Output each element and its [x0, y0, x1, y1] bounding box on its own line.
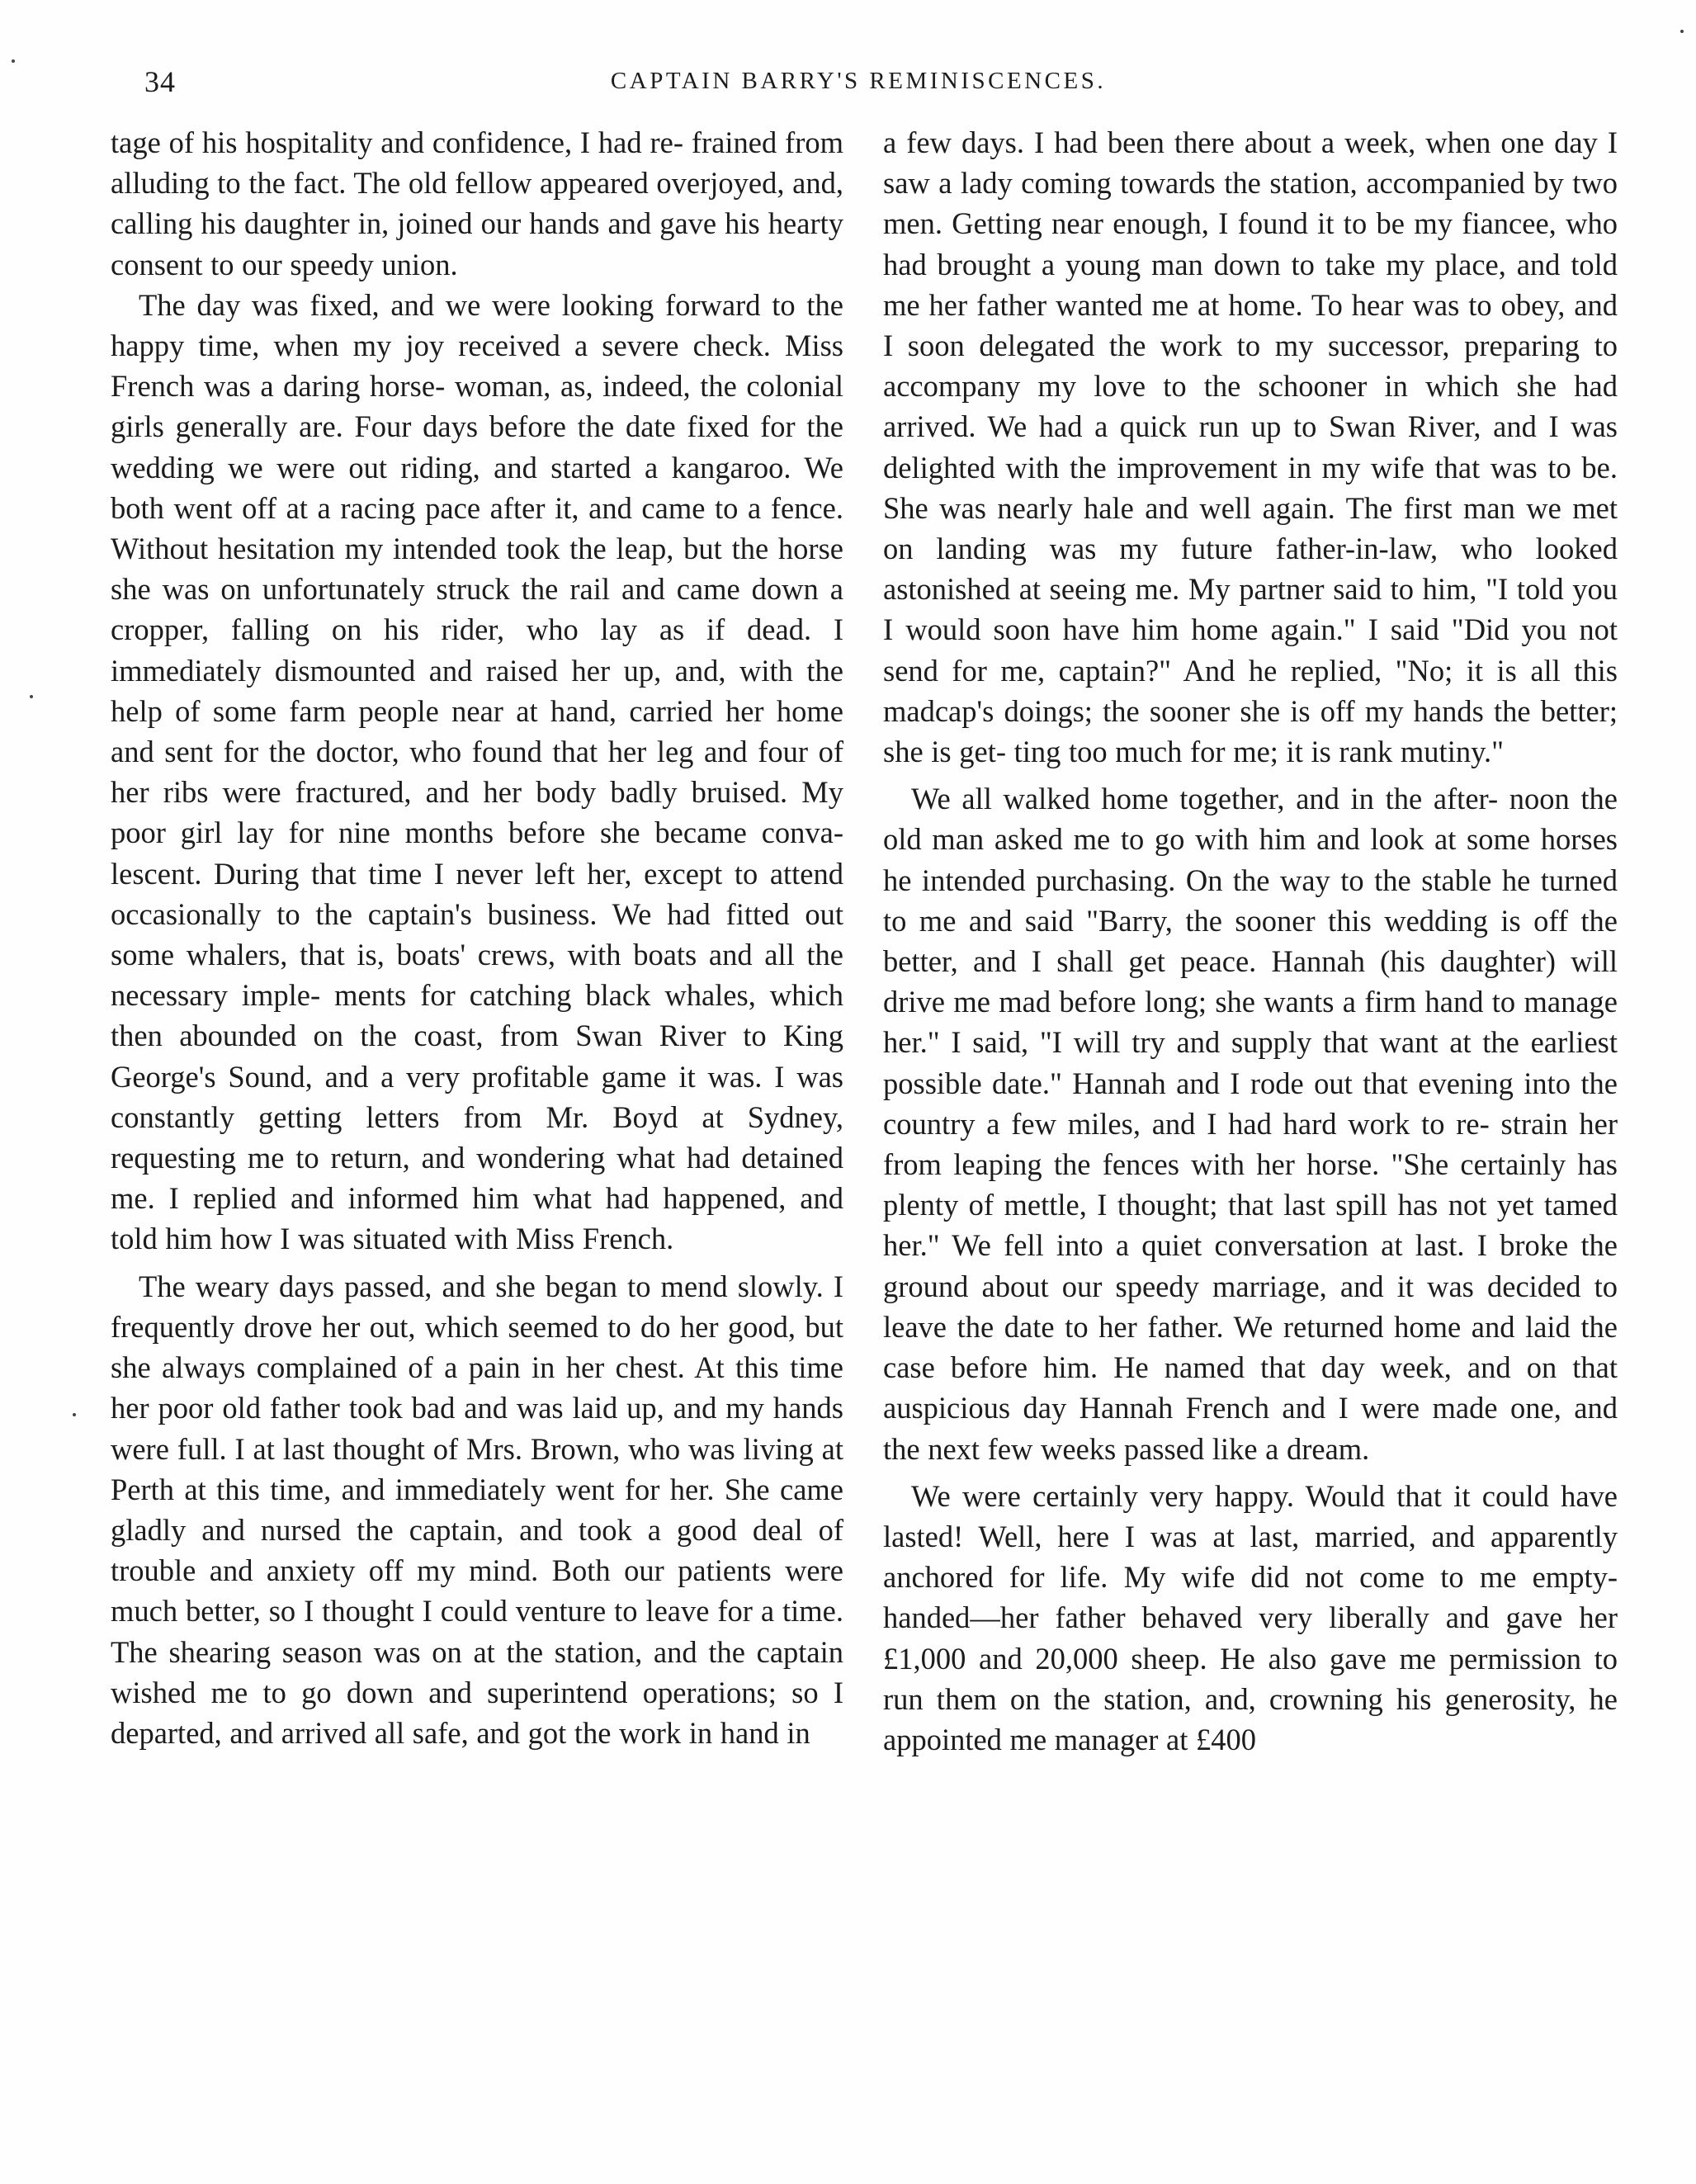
- running-head: CAPTAIN BARRY'S REMINISCENCES.: [610, 68, 1107, 94]
- paragraph: We were certainly very happy. Would that it could have lasted! Well, here I was at last, married, and apparently anchored for life. My wife did not come to me empty-handed—her father behaved very liberally and gave her £1,000 and 20,000 sheep. He also gave me permission to run them on the station, and, crowning his generosity, he appointed me manager at £400: [883, 1478, 1618, 1756]
- paragraph: We all walked home together, and in the after- noon the old man asked me to go with him and look at some horses he intended purchasing. On the way to the stable he turned to me and said "Barry, the sooner this wedding is off the better, and I shall get peace. Hannah (his daughter) will drive me mad before long; she wants a firm hand to manage her." I said, "I will try and supply that want at the earliest possible date." Hannah and I rode out that evening into the country a few miles, and I had hard work to re- strain her from leaping the fences with her horse. "She certainly has plenty of mettle, I thought; that last spill has not yet tamed her." We fell into a quiet conversation at last. I broke the ground about our speedy marriage, and it was decided to leave the date to her father. We returned home and laid the case before him. He named that day week, and on that auspicious day Hannah French and I were made one, and the next few weeks passed like a dream.: [883, 782, 1618, 1466]
- print-speck: [30, 695, 33, 698]
- page-number: 34: [144, 65, 176, 98]
- print-speck: [73, 1413, 76, 1416]
- print-speck: [12, 59, 15, 63]
- print-speck: [1680, 30, 1684, 33]
- paragraph: The day was fixed, and we were looking forward to the happy time, when my joy received a severe check. Miss French was a daring horse- woman, as, indeed, the colonial girls generally are. Four days before the date fixed for the wedding we were out riding, and started a kangaroo. We both went off at a racing pace after it, and came to a fence. Without hesitation my intended took the leap, but the horse she was on unfortunately struck the rail and came down a cropper, falling on his rider, who lay as if dead. I immediately dismounted and raised her up, and, with the help of some farm people near at hand, carried her home and sent for the doctor, who found that her leg and four of her ribs were fractured, and her body badly bruised. My poor girl lay for nine months before she became conva- lescent. During that time I never left her, except to attend occasionally to the captain's business. We had fitted out some whalers, that is, boats' crews, with boats and all the necessary imple- ments for catching black whales, which then abounded on the coast, from Swan River to King George's Sound, and a very profitable game it was. I was constantly getting letters from Mr. Boyd at Sydney, requesting me to return, and wondering what had detained me. I replied and informed him what had happened, and told him how I was situated with Miss French.: [111, 287, 843, 1256]
- right-column: [883, 122, 1618, 2136]
- left-column: [111, 122, 843, 2136]
- paragraph: a few days. I had been there about a week, when one day I saw a lady coming towards the station, accompanied by two men. Getting near enough, I found it to be my fiancee, who had brought a young man down to take my place, and told me her father wanted me at home. To hear was to obey, and I soon delegated the work to my successor, preparing to accompany my love to the schooner in which she had arrived. We had a quick run up to Swan River, and I was delighted with the improvement in my wife that was to be. She was nearly hale and well again. The first man we met on landing was my future father-in-law, who looked astonished at seeing me. My partner said to him, "I told you I would soon have him home again." I said "Did you not send for me, captain?" And he replied, "No; it is all this madcap's doings; the sooner she is off my hands the better; she is get- ting too much for me; it is rank mutiny.": [883, 125, 1618, 769]
- paragraph: tage of his hospitality and confidence, I had re- frained from alluding to the fact. The old fellow appeared overjoyed, and, calling his daughter in, joined our hands and gave his hearty consent to our speedy union.: [111, 125, 843, 281]
- page-header: [107, 64, 1609, 114]
- paragraph: The weary days passed, and she began to mend slowly. I frequently drove her out, which seemed to do her good, but she always complained of a pain in her chest. At this time her poor old father took bad and was laid up, and my hands were full. I at last thought of Mrs. Brown, who was living at Perth at this time, and immediately went for her. She came gladly and nursed the captain, and took a good deal of trouble and anxiety off my mind. Both our patients were much better, so I thought I could venture to leave for a time. The shearing season was on at the station, and the captain wished me to go down and superintend operations; so I departed, and arrived all safe, and got the work in hand in: [111, 1269, 843, 1750]
